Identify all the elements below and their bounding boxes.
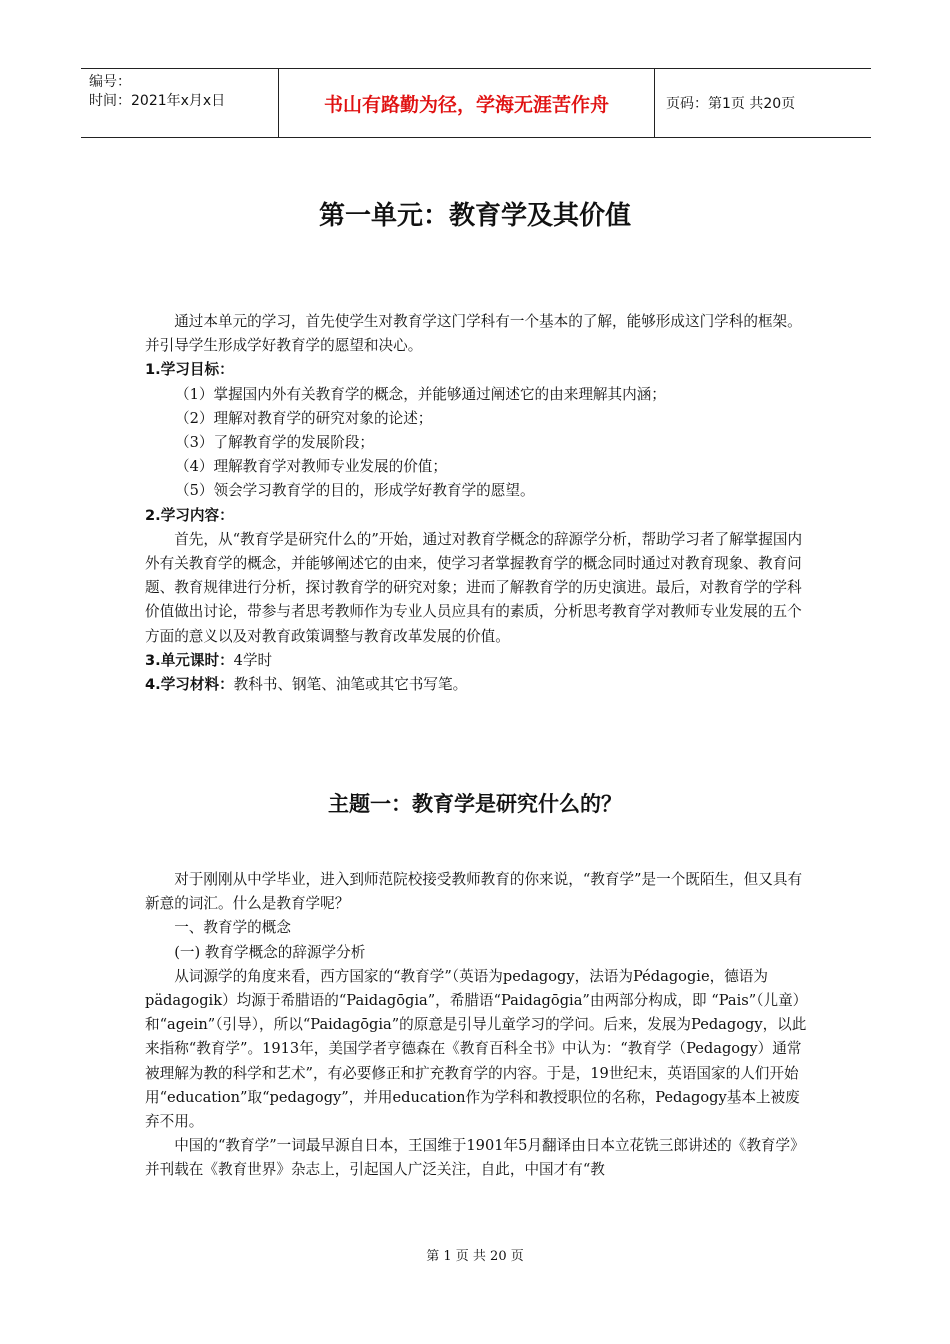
- china-paragraph: 中国的“教育学”一词最早源自日本，王国维于1901年5月翻译由日本立花铣三郎讲述的《教育学》并刊载在《教育世界》杂志上，引起国人广泛关注，自此，中国才有“教: [145, 1137, 805, 1179]
- goal-item: （4）理解教育学对教师专业发展的价值；: [175, 458, 447, 476]
- subsection-heading: (一) 教育学概念的辞源学分析: [174, 943, 366, 961]
- section-heading: 一、教育学的概念: [174, 919, 291, 937]
- materials-line: [145, 673, 810, 697]
- goal-item: （5）领会学习教育学的目的，形成学好教育学的愿望。: [175, 482, 535, 500]
- etymology-paragraph: 从词源学的角度来看，西方国家的“教育学”（英语为pedagogy，法语为Pédagogie，德语为pädagogik）均源于希腊语的“Paidagōgia”，希腊语“Paidagōgia”由两部分构成，即 “Pais”（儿童）和“agein”（引导），所以“Paidagōgia”的原意是引导儿童学习的学问。后来，发展为Pedagogy，以此来指称“教育学”。1913年，美国学者亨德森在《教育百科全书》中认为：“教育学（Pedagogy）通常被理解为教的科学和艺术”，有必要修正和扩充教育学的内容。于是，19世纪末，英语国家的人们开始用“education”取“pedagogy”，并用education作为学科和教授职位的名称，Pedagogy基本上被废弃不用。: [145, 967, 808, 1131]
- topic-intro-paragraph: 对于刚刚从中学毕业，进入到师范院校接受教师教育的你来说，“教育学”是一个既陌生，但又具有新意的词汇。什么是教育学呢？: [145, 871, 803, 913]
- intro-paragraph: 通过本单元的学习，首先使学生对教育学这门学科有一个基本的了解，能够形成这门学科的框架。并引导学生形成学好教育学的愿望和决心。: [145, 313, 802, 355]
- unit-title: 第一单元：教育学及其价值: [318, 201, 631, 231]
- materials-label: 4.学习材料：: [145, 676, 234, 694]
- goal-item: （2）理解对教育学的研究对象的论述；: [175, 409, 433, 427]
- hours-line: [145, 649, 810, 673]
- hours-label: 3.单元课时：: [145, 651, 234, 669]
- hours-value: 4学时: [233, 651, 273, 669]
- content-paragraph: 首先，从“教育学是研究什么的”开始，通过对教育学概念的辞源学分析，帮助学习者了解掌握国内外有关教育学的概念，并能够阐述它的由来，使学习者掌握教育学的概念同时通过对教育现象、教育问题、教育规律进行分析，探讨教育学的研究对象；进而了解教育学的历史演进。最后，对教育学的学科价值做出讨论，带参与者思考教师作为专业人员应具有的素质，分析思考教育学对教师专业发展的五个方面的意义以及对教育政策调整与教育改革发展的价值。: [145, 530, 803, 645]
- topic-body: [145, 868, 810, 1183]
- goal-item: （1）掌握国内外有关教育学的概念，并能够通过阐述它的由来理解其内涵；: [175, 385, 666, 403]
- goals-heading: 1.学习目标：: [145, 361, 234, 379]
- page-footer: 第 1 页 共 20 页: [426, 1249, 524, 1264]
- header-meta: [81, 69, 279, 137]
- header-motto: 书山有路勤为径，学海无涯苦作舟: [279, 69, 655, 137]
- content-heading: 2.学习内容：: [145, 506, 234, 524]
- goal-item: （3）了解教育学的发展阶段；: [175, 434, 375, 452]
- page-header: [81, 68, 871, 138]
- materials-value: 教科书、钢笔、油笔或其它书写笔。: [233, 676, 468, 694]
- topic-title: 主题一：教育学是研究什么的？: [328, 792, 622, 816]
- date-label: 时间：2021年x月x日: [89, 93, 226, 109]
- serial-label: 编号：: [89, 74, 131, 90]
- unit-overview: [145, 310, 810, 697]
- header-page-info: 页码：第1页 共20页: [666, 96, 796, 112]
